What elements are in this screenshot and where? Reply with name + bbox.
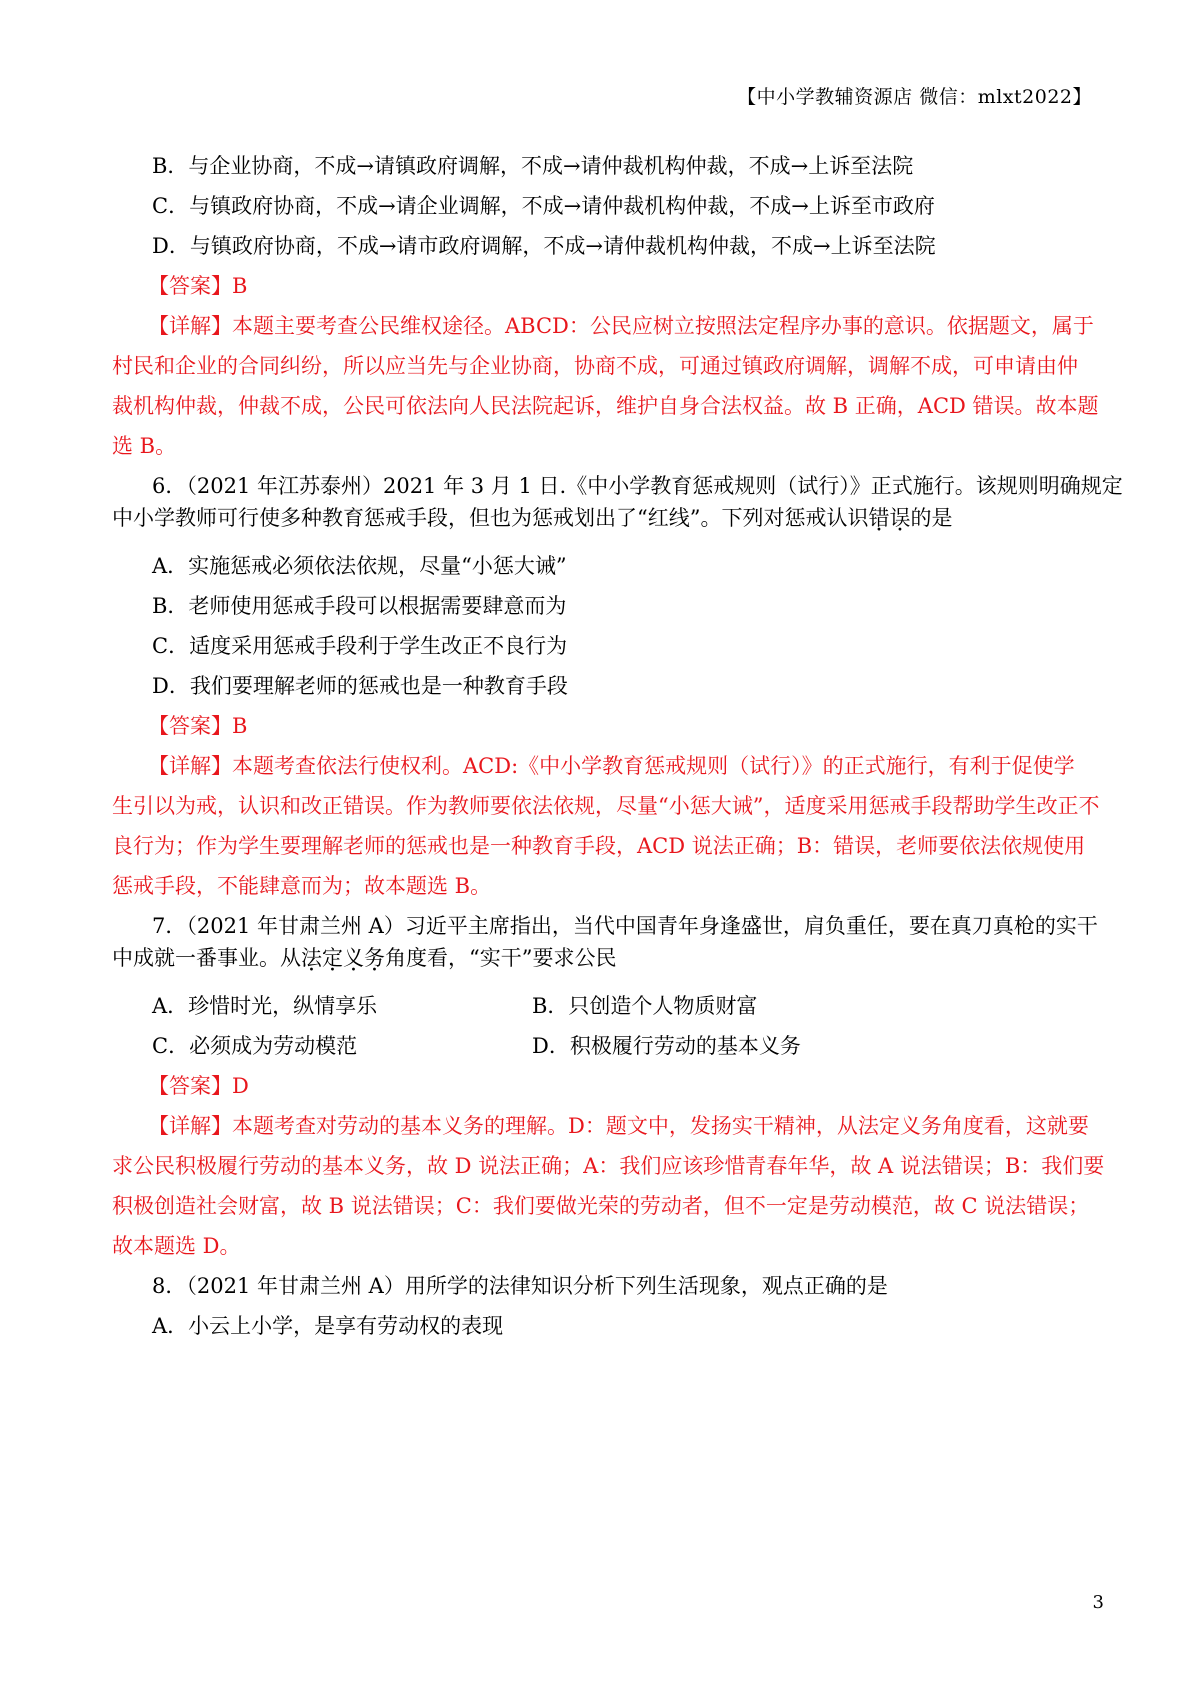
q7-detail-line: 求公民积极履行劳动的基本义务，故 D 说法正确；A：我们应该珍惜青春年华，故 A 说法错误；B：我们要 <box>112 1154 1105 1178</box>
q8-stem: 8．（2021 年甘肃兰州 A）用所学的法律知识分析下列生活现象，观点正确的是 <box>152 1274 888 1298</box>
q7-stem-text: 中成就一番事业。从 <box>112 946 301 970</box>
q7-option-b: B．只创造个人物质财富 <box>532 994 758 1018</box>
q5-option-c: C．与镇政府协商，不成→请企业调解，不成→请仲裁机构仲裁，不成→上诉至市政府 <box>152 194 935 218</box>
q6-detail-line: 惩戒手段，不能肆意而为；故本题选 B。 <box>112 874 492 898</box>
q6-stem-line <box>112 502 1098 534</box>
emphasis-char: 义 <box>343 946 364 970</box>
q6-answer: 【答案】B <box>148 714 248 738</box>
emphasis-char: 务 <box>364 946 385 970</box>
q7-detail-line: 故本题选 D。 <box>112 1234 241 1258</box>
q7-detail-line: 【详解】本题考查对劳动的基本义务的理解。D：题文中，发扬实干精神，从法定义务角度看，这就要 <box>148 1114 1089 1138</box>
q5-detail-line: 村民和企业的合同纠纷，所以应当先与企业协商，协商不成，可通过镇政府调解，调解不成，可申请由仲 <box>112 354 1078 378</box>
q6-detail-line: 良行为；作为学生要理解老师的惩戒也是一种教育手段，ACD 说法正确；B：错误，老师要依法依规使用 <box>112 834 1086 858</box>
q7-option-d: D．积极履行劳动的基本义务 <box>532 1034 801 1058</box>
q6-option-b: B．老师使用惩戒手段可以根据需要肆意而为 <box>152 594 567 618</box>
q6-stem-text: 中小学教师可行使多种教育惩戒手段，但也为惩戒划出了“红线”。下列对惩戒认识 <box>112 506 869 530</box>
q6-option-a: A．实施惩戒必须依法依规，尽量“小惩大诫” <box>152 554 567 578</box>
page-number: 3 <box>1092 1592 1104 1613</box>
q5-answer: 【答案】B <box>148 274 248 298</box>
q7-option-a: A．珍惜时光，纵情享乐 <box>152 994 378 1018</box>
q8-option-a: A．小云上小学，是享有劳动权的表现 <box>152 1314 504 1338</box>
q5-option-d: D．与镇政府协商，不成→请市政府调解，不成→请仲裁机构仲裁，不成→上诉至法院 <box>152 234 936 258</box>
emphasis-char: 错 <box>868 506 890 530</box>
q7-stem-text: 角度看，“实干”要求公民 <box>385 946 617 970</box>
q5-detail-line: 【详解】本题主要考查公民维权途径。ABCD：公民应树立按照法定程序办事的意识。依据题文，属于 <box>148 314 1094 338</box>
emphasis-char: 定 <box>322 946 343 970</box>
emphasis-char: 误 <box>889 506 911 530</box>
q6-detail-line: 生引以为戒，认识和改正错误。作为教师要依法依规，尽量“小惩大诫”，适度采用惩戒手段帮助学生改正不 <box>112 794 1100 818</box>
q6-option-d: D．我们要理解老师的惩戒也是一种教育手段 <box>152 674 568 698</box>
q7-stem-line: 7．（2021 年甘肃兰州 A）习近平主席指出，当代中国青年身逢盛世，肩负重任，要在真刀真枪的实干 <box>152 914 1098 938</box>
q7-answer: 【答案】D <box>148 1074 249 1098</box>
q5-detail-line: 裁机构仲裁，仲裁不成，公民可依法向人民法院起诉，维护自身合法权益。故 B 正确，ACD 错误。故本题 <box>112 394 1099 418</box>
document-body <box>112 150 1123 1342</box>
q7-options-row <box>112 1030 1098 1062</box>
q6-option-c: C．适度采用惩戒手段利于学生改正不良行为 <box>152 634 568 658</box>
q6-detail-line: 【详解】本题考查依法行使权利。ACD:《中小学教育惩戒规则（试行）》的正式施行，有利于促使学 <box>148 754 1075 778</box>
q7-option-c: C．必须成为劳动模范 <box>152 1034 358 1058</box>
q6-stem-line: 6．（2021 年江苏泰州）2021 年 3 月 1 日.《中小学教育惩戒规则（试行）》正式施行。该规则明确规定 <box>152 474 1123 498</box>
q7-stem-line <box>112 942 1098 974</box>
q6-stem-text: 的是 <box>910 506 953 530</box>
q5-option-b: B．与企业协商，不成→请镇政府调解，不成→请仲裁机构仲裁，不成→上诉至法院 <box>152 154 914 178</box>
q5-detail-line: 选 B。 <box>112 434 177 458</box>
q7-detail-line: 积极创造社会财富，故 B 说法错误；C：我们要做光荣的劳动者，但不一定是劳动模范，故 C 说法错误； <box>112 1194 1090 1218</box>
page-header: 【中小学教辅资源店 微信：mlxt2022】 <box>737 86 1092 108</box>
q7-options-row <box>112 990 1098 1022</box>
emphasis-char: 法 <box>301 946 322 970</box>
